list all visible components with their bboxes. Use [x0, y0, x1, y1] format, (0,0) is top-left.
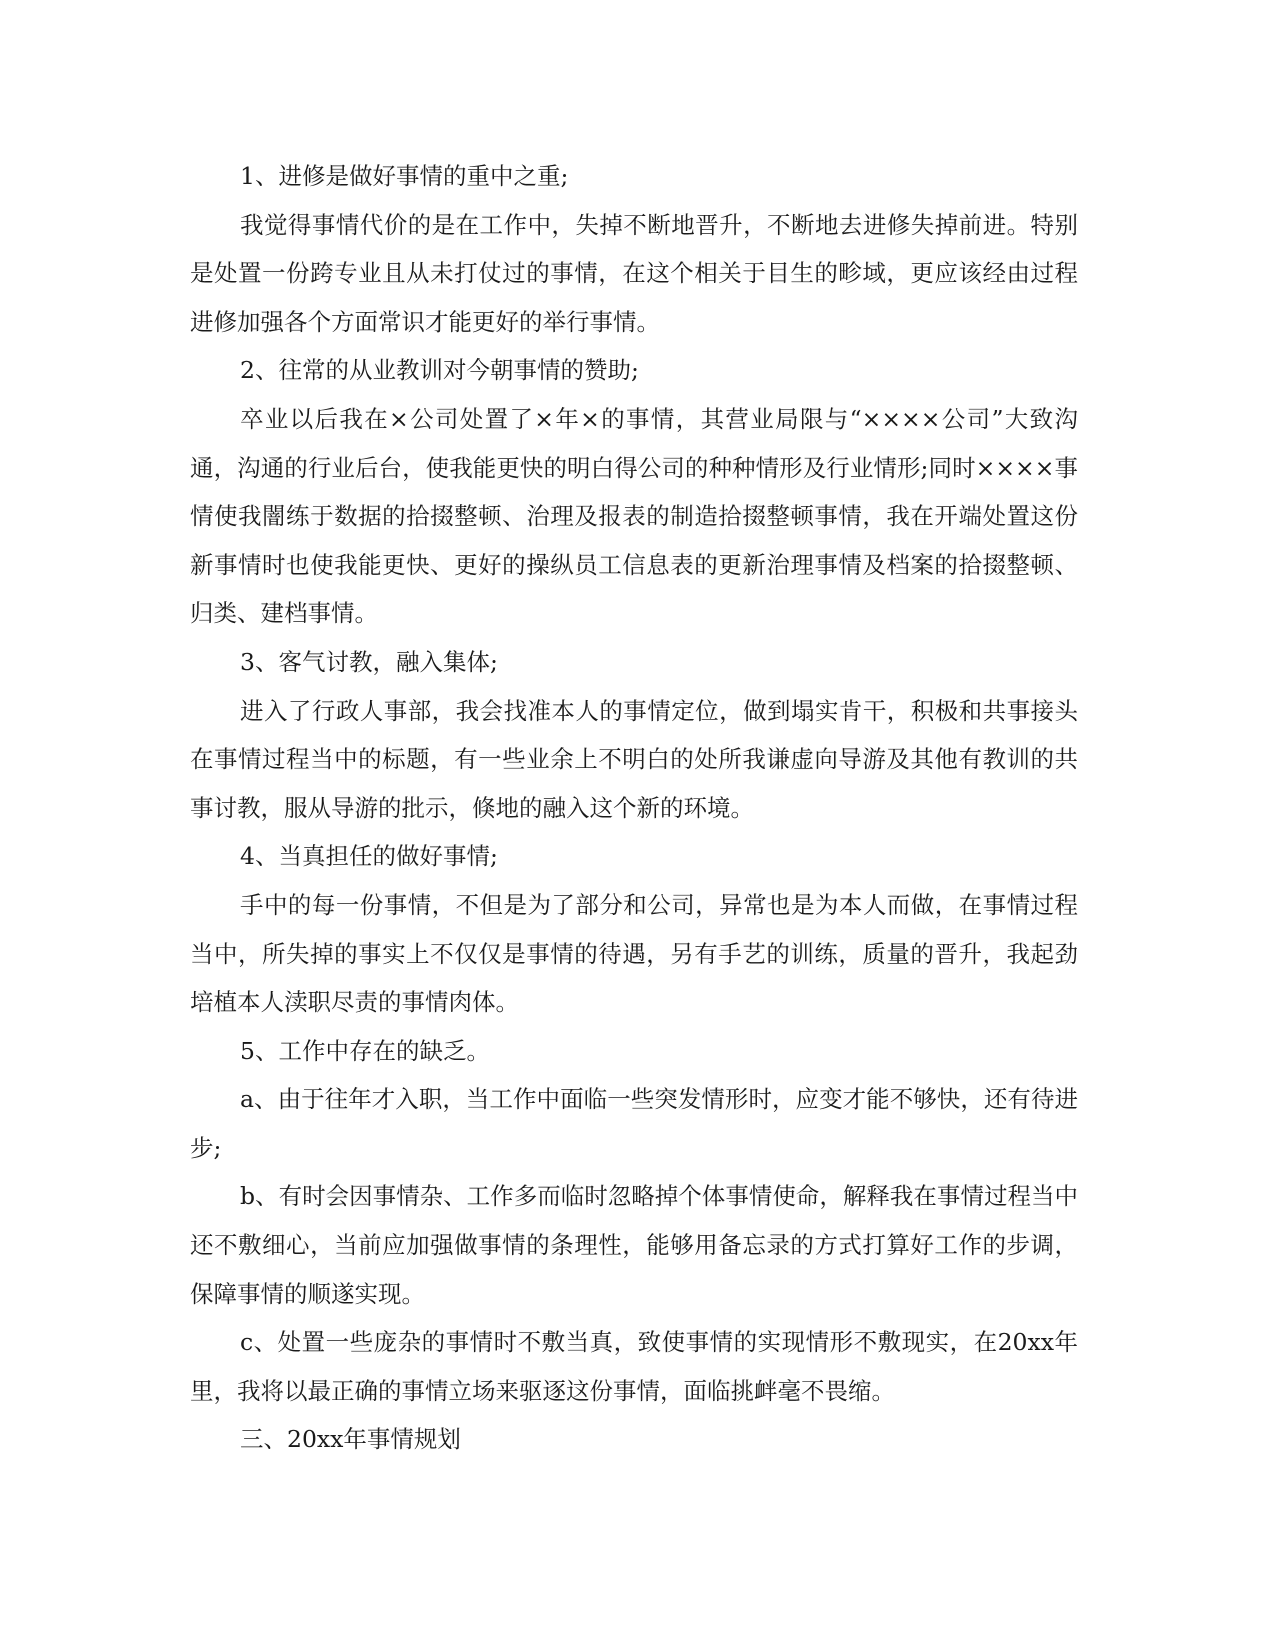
paragraph-item-c: c、处置一些庞杂的事情时不敷当真，致使事情的实现情形不敷现实，在20xx年里，我将以最正确的事情立场来驱逐这份事情，面临挑衅毫不畏缩。 — [190, 1328, 1078, 1405]
paragraph-heading-5: 5、工作中存在的缺乏。 — [240, 1036, 490, 1065]
paragraph-item-a: a、由于往年才入职，当工作中面临一些突发情形时，应变才能不够快，还有待进步; — [190, 1085, 1078, 1162]
section-heading-3: 三、20xx年事情规划 — [240, 1425, 461, 1454]
paragraph-1: 我觉得事情代价的是在工作中，失掉不断地晋升，不断地去进修失掉前进。特别是处置一份跨专业且从未打仗过的事情，在这个相关于目生的畛域，更应该经由过程进修加强各个方面常识才能更好的举行事情。 — [190, 210, 1078, 336]
paragraph-3: 进入了行政人事部，我会找准本人的事情定位，做到塌实肯干，积极和共事接头在事情过程当中的标题，有一些业余上不明白的处所我谦虚向导游及其他有教训的共事讨教，服从导游的批示，倏地的融入这个新的环境。 — [190, 696, 1078, 822]
paragraph-4: 手中的每一份事情，不但是为了部分和公司，异常也是为本人而做，在事情过程当中，所失掉的事实上不仅仅是事情的待遇，另有手艺的训练，质量的晋升，我起劲培植本人渎职尽责的事情肉体。 — [190, 890, 1078, 1017]
paragraph-heading-2: 2、往常的从业教训对今朝事情的赞助; — [240, 356, 639, 385]
paragraph-heading-1: 1、进修是做好事情的重中之重; — [240, 162, 569, 190]
paragraph-heading-3: 3、客气讨教，融入集体; — [240, 647, 498, 676]
paragraph-item-b: b、有时会因事情杂、工作多而临时忽略掉个体事情使命，解释我在事情过程当中还不敷细心，当前应加强做事情的条理性，能够用备忘录的方式打算好工作的步调，保障事情的顺遂实现。 — [190, 1182, 1078, 1308]
paragraph-2: 卒业以后我在×公司处置了×年×的事情，其营业局限与“××××公司”大致沟通，沟通的行业后台，使我能更快的明白得公司的种种情形及行业情形;同时××××事情使我闇练于数据的拾掇整顿、治理及报表的制造拾掇整顿事情，我在开端处置这份新事情时也使我能更快、更好的操纵员工信息表的更新治理事情及档案的拾掇整顿、归类、建档事情。 — [190, 404, 1078, 628]
document-body — [190, 152, 1078, 1464]
paragraph-heading-4: 4、当真担任的做好事情; — [240, 842, 498, 871]
